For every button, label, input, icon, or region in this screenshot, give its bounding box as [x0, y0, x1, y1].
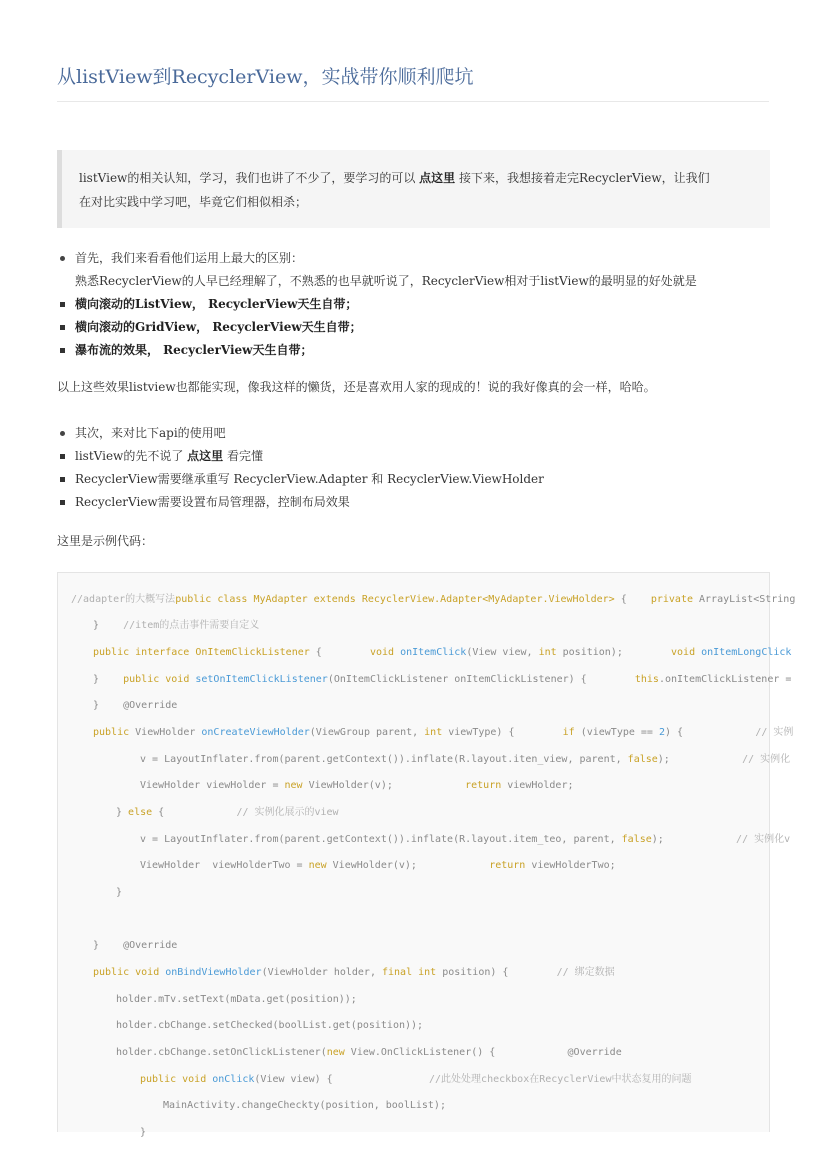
code-line: } else { // 实例化展示的view [116, 807, 339, 818]
api-list [57, 422, 544, 514]
bullet-square-icon [60, 348, 65, 353]
list-item: 横向滚动的GridView， RecyclerView天生自带； [57, 316, 697, 339]
list-item: 其次，来对比下api的使用吧 [57, 422, 544, 445]
code-line: v = LayoutInflater.from(parent.getContext()).inflate(R.layout.iten_view, parent, false); // 实例化 [140, 754, 791, 765]
code-line: } @Override [93, 700, 178, 711]
code-line: } public void setOnItemClickListener(OnItemClickListener onItemClickListener) { this.onItemClickListener = [93, 674, 792, 685]
bullet-dot-icon [60, 256, 65, 261]
intro-blockquote [57, 150, 770, 228]
paragraph: 以上这些效果listview也都能实现，像我这样的懒货，还是喜欢用人家的现成的！说的我好像真的会一样，哈哈。 [57, 380, 656, 394]
code-line: ViewHolder viewHolderTwo = new ViewHolder(v); return viewHolderTwo; [140, 860, 616, 871]
list-item-sub: 熟悉RecyclerView的人早已经理解了，不熟悉的也早就听说了，RecyclerView相对于listView的最明显的好处就是 [75, 274, 697, 288]
bullet-square-icon [60, 325, 65, 330]
list-item: 首先，我们来看看他们运用上最大的区别： [57, 247, 697, 270]
link-click-here[interactable]: 点这里 [187, 449, 224, 463]
code-line: MainActivity.changeCheckty(position, boolList); [163, 1100, 446, 1111]
bullet-square-icon [60, 454, 65, 459]
bullet-square-icon [60, 477, 65, 482]
list-item: 瀑布流的效果， RecyclerView天生自带； [57, 339, 697, 362]
list-item: listView的先不说了 点这里 看完懂 [57, 445, 544, 468]
quote-line-1: listView的相关认知，学习，我们也讲了不少了，要学习的可以 点这里 接下来，我想接着走完RecyclerView，让我们 [79, 171, 710, 185]
code-line: public void onClick(View view) { //此处处理checkbox在RecyclerView中状态复用的问题 [140, 1074, 692, 1085]
quote-line-2: 在对比实践中学习吧，毕竟它们相似相杀； [79, 195, 308, 209]
code-line: holder.mTv.setText(mData.get(position)); [116, 994, 357, 1005]
link-click-here[interactable]: 点这里 [419, 171, 456, 185]
code-line: //adapter的大概写法public class MyAdapter extends RecyclerView.Adapter<MyAdapter.ViewHolder> { private ArrayList<String [71, 594, 796, 605]
page-title: 从listView到RecyclerView，实战带你顺利爬坑 [57, 62, 769, 102]
code-line: } //item的点击事件需要自定义 [93, 620, 260, 631]
code-line: public interface OnItemClickListener { void onItemClick(View view, int position); void onItemLongClick [93, 647, 792, 658]
code-line: } [140, 1127, 147, 1138]
code-line: } @Override [93, 940, 178, 951]
bullet-square-icon [60, 500, 65, 505]
code-line: holder.cbChange.setChecked(boolList.get(position)); [116, 1020, 424, 1031]
code-line: public void onBindViewHolder(ViewHolder holder, final int position) { // 绑定数据 [93, 967, 615, 978]
code-line: } [116, 887, 123, 898]
list-item: RecyclerView需要继承重写 RecyclerView.Adapter 和 RecyclerView.ViewHolder [57, 468, 544, 491]
differences-list [57, 247, 697, 362]
bullet-square-icon [60, 302, 65, 307]
code-line: public ViewHolder onCreateViewHolder(ViewGroup parent, int viewType) { if (viewType == 2) { // 实例 [93, 727, 794, 738]
code-line: v = LayoutInflater.from(parent.getContext()).inflate(R.layout.item_teo, parent, false); // 实例化v [140, 834, 791, 845]
list-item: 横向滚动的ListView， RecyclerView天生自带； [57, 293, 697, 316]
code-line: ViewHolder viewHolder = new ViewHolder(v); return viewHolder; [140, 780, 574, 791]
code-block[interactable] [57, 572, 796, 1138]
code-line: holder.cbChange.setOnClickListener(new View.OnClickListener() { @Override [116, 1047, 622, 1058]
bullet-dot-icon [60, 431, 65, 436]
code-intro: 这里是示例代码： [57, 534, 154, 548]
list-item: RecyclerView需要设置布局管理器，控制布局效果 [57, 491, 544, 514]
